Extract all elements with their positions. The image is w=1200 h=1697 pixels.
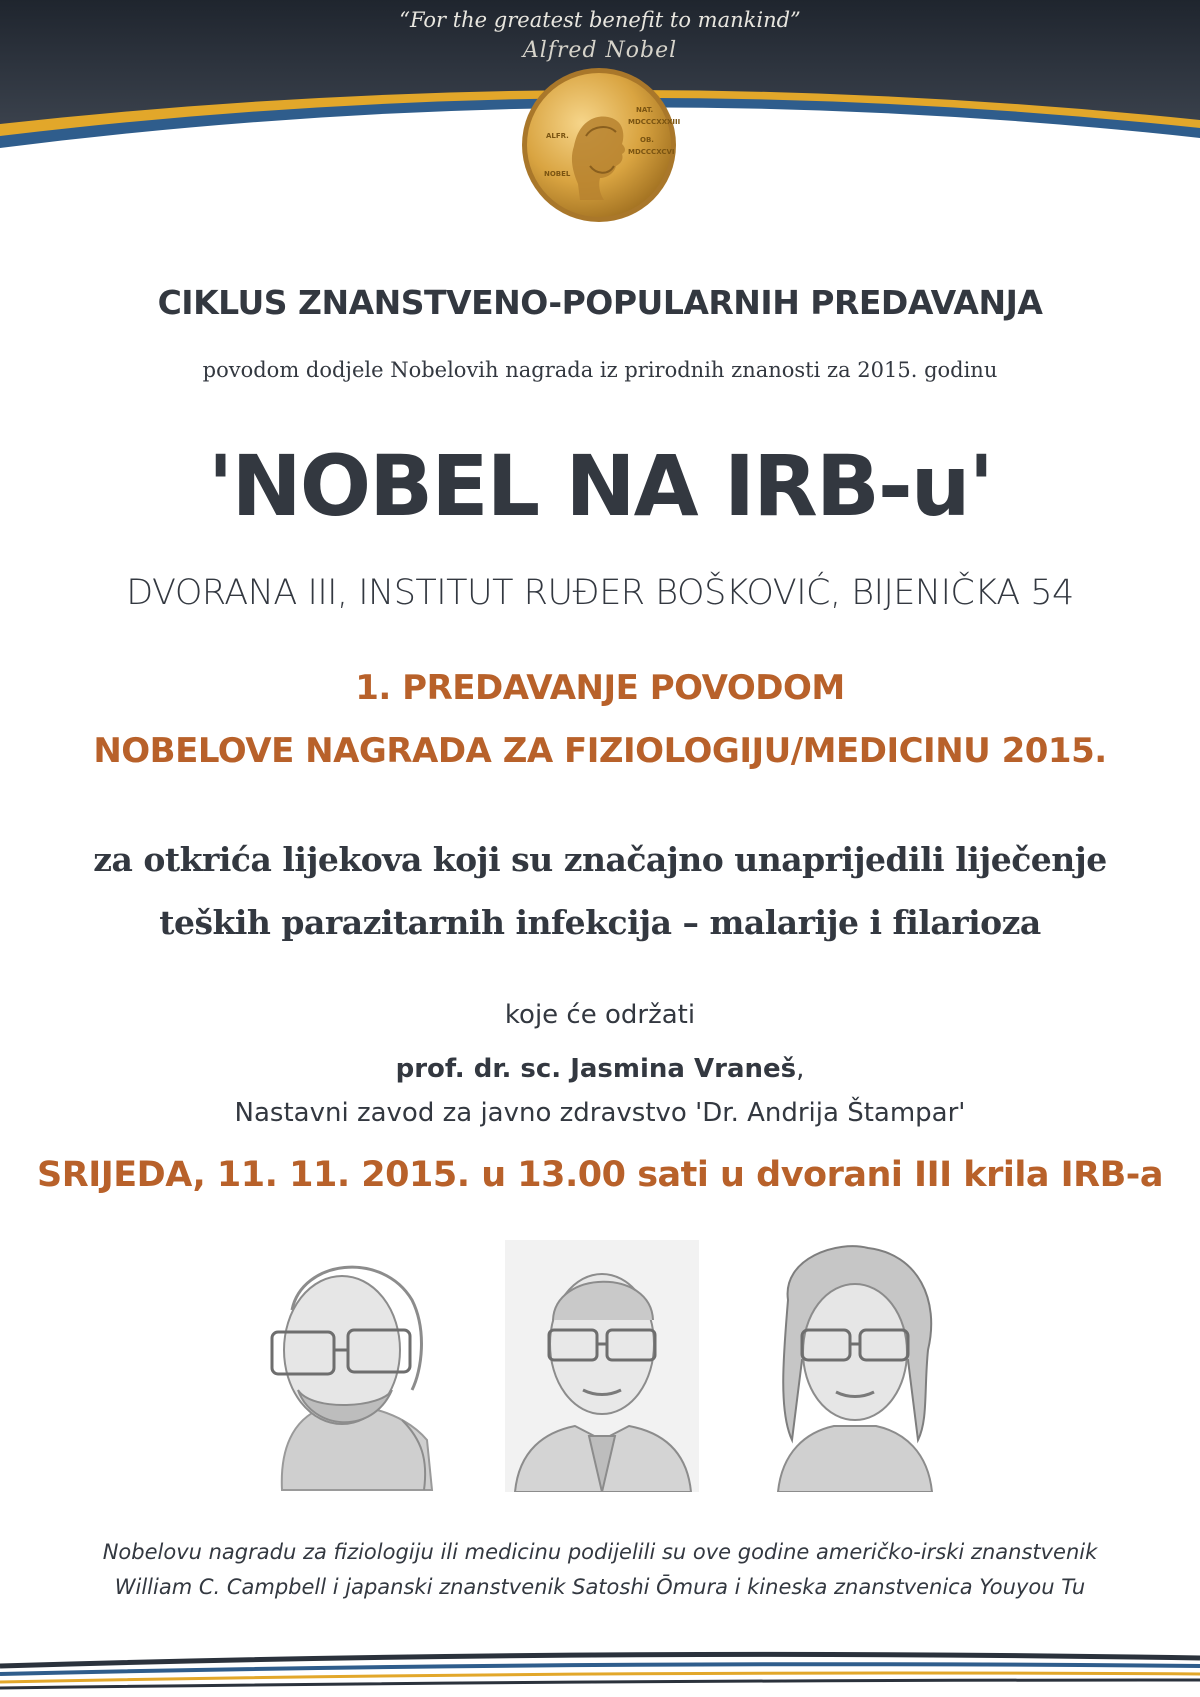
prize-reason-line2: teških parazitarnih infekcija – malarije i filarioza — [159, 903, 1041, 942]
portrait-youyou-tu — [758, 1240, 952, 1492]
nobel-signature: Alfred Nobel — [522, 38, 678, 63]
bottom-decorative-stripes — [0, 1640, 1200, 1697]
footnote-line1: Nobelovu nagradu za fiziologiju ili medicinu podijelili su ove godine američko-irski znanstvenik — [102, 1540, 1098, 1564]
portrait-satoshi-omura — [505, 1240, 699, 1492]
prize-reason-line1: za otkrića lijekova koji su značajno unaprijedili liječenje — [93, 840, 1107, 879]
series-title: CIKLUS ZNANSTVENO-POPULARNIH PREDAVANJA — [157, 283, 1043, 322]
speaker-name: prof. dr. sc. Jasmina Vraneš — [395, 1054, 797, 1084]
speaker-affiliation: Nastavni zavod za javno zdravstvo 'Dr. Andrija Štampar' — [234, 1098, 966, 1128]
nobel-quote: “For the greatest benefit to mankind” — [399, 8, 801, 32]
lecture-heading-line2: NOBELOVE NAGRADA ZA FIZIOLOGIJU/MEDICINU 2015. — [93, 731, 1107, 771]
nobel-medal-icon — [520, 66, 681, 224]
lecture-heading-line1: 1. PREDAVANJE POVODOM — [355, 668, 845, 708]
venue: DVORANA III, INSTITUT RUĐER BOŠKOVIĆ, BIJENIČKA 54 — [126, 573, 1074, 613]
occasion-subtitle: povodom dodjele Nobelovih nagrada iz prirodnih znanosti za 2015. godinu — [202, 358, 998, 382]
date-time: SRIJEDA, 11. 11. 2015. u 13.00 sati u dvorani III krila IRB-a — [37, 1155, 1163, 1195]
speaker-line — [0, 1054, 1200, 1084]
footnote-line2: William C. Campbell i japanski znanstvenik Satoshi Ōmura i kineska znanstvenica Youyou Tu — [114, 1575, 1086, 1599]
portrait-william-campbell — [252, 1240, 446, 1492]
medal-inscription: ALFR. NOBEL NAT. MDCCCXXXIII OB. MDCCCXCVI — [544, 106, 681, 178]
header-banner — [0, 0, 1200, 240]
speaker-comma: , — [796, 1054, 805, 1084]
speaker-intro: koje će održati — [504, 1000, 696, 1030]
event-name: 'NOBEL NA IRB-u' — [207, 437, 993, 535]
